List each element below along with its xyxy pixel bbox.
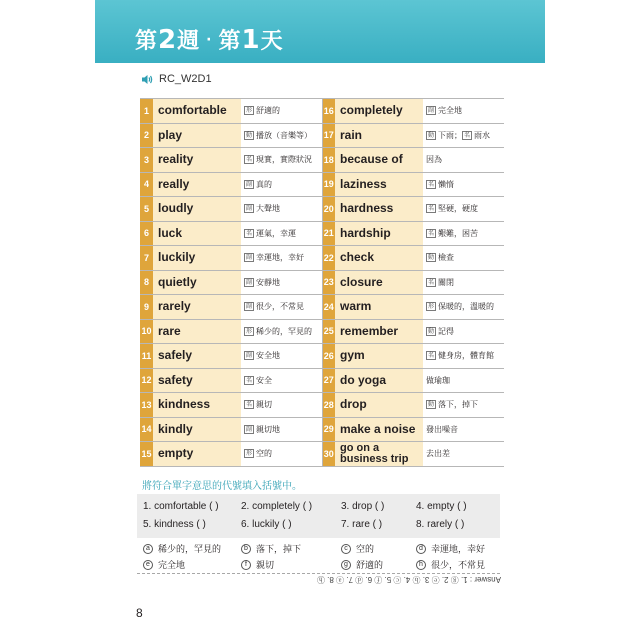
part-of-speech-badge: 副	[246, 425, 253, 433]
meaning-text: 發出噪音	[426, 424, 458, 434]
vocab-meaning	[241, 442, 322, 467]
vocab-meaning	[241, 344, 322, 369]
option-text: 很少，不常見	[431, 561, 486, 571]
meaning-text: 落下，掉下	[438, 400, 479, 410]
vocab-number: 11	[140, 344, 153, 369]
meaning-text: 真的	[256, 179, 273, 189]
meaning-text: 安全地	[256, 351, 281, 361]
option-item	[341, 542, 374, 555]
meaning-text: 稀少的，罕見的	[256, 326, 313, 336]
meaning-text: 雨水	[474, 130, 491, 140]
vocab-word: go on a business trip	[335, 442, 423, 467]
vocab-number: 23	[322, 270, 335, 295]
day-number: 1	[241, 25, 261, 55]
meaning-text: 播放（音樂等）	[256, 130, 313, 140]
vocab-word: do yoga	[335, 368, 423, 393]
vocab-word: loudly	[153, 197, 241, 222]
vocab-meaning	[241, 197, 322, 222]
vocab-meaning	[241, 99, 322, 124]
vocab-word: kindness	[153, 393, 241, 418]
vocab-number: 24	[322, 295, 335, 320]
option-letter: h	[416, 560, 426, 570]
vocab-number: 15	[140, 442, 153, 467]
vocab-word: hardship	[335, 221, 423, 246]
vocab-word: play	[153, 123, 241, 148]
vocab-word: make a noise	[335, 417, 423, 442]
meaning-text: 做瑜珈	[426, 375, 450, 385]
vocab-meaning	[423, 442, 504, 467]
vocab-meaning	[241, 368, 322, 393]
vocab-number: 7	[140, 246, 153, 271]
vocab-meaning	[423, 99, 504, 124]
vocab-number: 18	[322, 148, 335, 173]
table-row	[140, 148, 504, 173]
vocab-word: drop	[335, 393, 423, 418]
option-text: 完全地	[158, 561, 186, 571]
vocab-meaning	[423, 270, 504, 295]
exercise-item[interactable]: 3. drop ( )	[341, 501, 385, 512]
option-letter: b	[241, 544, 251, 554]
answer-key: Answer : 1. ⓖ 2. ⓔ 3. ⓑ 4. ⓒ 5. ⓕ 6. ⓓ 7. ⓐ 8. ⓗ	[316, 575, 501, 584]
vocab-number: 26	[322, 344, 335, 369]
option-text: 幸運地，幸好	[431, 545, 486, 555]
vocab-number: 20	[322, 197, 335, 222]
table-row	[140, 123, 504, 148]
title-dot: ·	[206, 32, 213, 48]
option-text: 空的	[356, 545, 375, 555]
vocab-number: 10	[140, 319, 153, 344]
vocab-meaning	[423, 246, 504, 271]
vocab-number: 8	[140, 270, 153, 295]
part-of-speech-badge: 形	[246, 327, 253, 335]
vocab-number: 25	[322, 319, 335, 344]
vocab-number: 22	[322, 246, 335, 271]
part-of-speech-badge: 名	[428, 352, 435, 360]
vocab-number: 27	[322, 368, 335, 393]
vocab-word: reality	[153, 148, 241, 173]
exercise-item[interactable]: 4. empty ( )	[416, 501, 467, 512]
meaning-text: 現實，實際狀況	[256, 155, 313, 165]
meaning-text: 檢查	[438, 253, 455, 263]
meaning-text: 空的	[256, 449, 273, 459]
option-item	[143, 558, 185, 571]
meaning-text: 記得	[438, 326, 455, 336]
part-of-speech-badge: 動	[246, 131, 253, 139]
vocab-meaning	[241, 393, 322, 418]
vocab-word: safely	[153, 344, 241, 369]
part-of-speech-badge: 副	[246, 254, 253, 262]
option-letter: e	[143, 560, 153, 570]
vocab-number: 16	[322, 99, 335, 124]
table-row	[140, 295, 504, 320]
option-item	[143, 542, 221, 555]
vocab-meaning	[241, 221, 322, 246]
table-row	[140, 393, 504, 418]
option-item	[241, 542, 301, 555]
meaning-text: 運氣，幸運	[256, 228, 297, 238]
table-row	[140, 197, 504, 222]
vocab-word: empty	[153, 442, 241, 467]
meaning-text: 舒適的	[256, 106, 281, 116]
meaning-text: 下雨；	[438, 130, 463, 140]
title-prefix: 第	[135, 29, 159, 54]
vocab-meaning	[241, 172, 322, 197]
vocab-word: luckily	[153, 246, 241, 271]
vocab-meaning	[241, 319, 322, 344]
option-letter: g	[341, 560, 351, 570]
vocab-number: 28	[322, 393, 335, 418]
vocab-number: 12	[140, 368, 153, 393]
part-of-speech-badge: 名	[246, 156, 253, 164]
vocab-word: because of	[335, 148, 423, 173]
vocab-number: 3	[140, 148, 153, 173]
vocab-word: rare	[153, 319, 241, 344]
vocab-number: 9	[140, 295, 153, 320]
vocab-word: comfortable	[153, 99, 241, 124]
table-row	[140, 344, 504, 369]
vocab-number: 2	[140, 123, 153, 148]
vocab-number: 14	[140, 417, 153, 442]
exercise-item[interactable]: 7. rare ( )	[341, 519, 383, 530]
part-of-speech-badge: 副	[246, 180, 253, 188]
meaning-text: 安靜地	[256, 277, 281, 287]
meaning-text: 很少，不常見	[256, 302, 305, 312]
title-banner	[95, 0, 545, 63]
vocab-meaning	[241, 417, 322, 442]
vocab-meaning	[423, 393, 504, 418]
meaning-text: 去出差	[426, 449, 450, 459]
part-of-speech-badge: 名	[246, 401, 253, 409]
part-of-speech-badge: 形	[246, 450, 253, 458]
exercise-item[interactable]: 6. luckily ( )	[241, 519, 292, 530]
option-item	[416, 542, 485, 555]
part-of-speech-badge: 名	[246, 376, 253, 384]
part-of-speech-badge: 名	[428, 229, 435, 237]
speaker-icon[interactable]	[141, 74, 153, 85]
meaning-text: 因為	[426, 155, 442, 165]
table-row	[140, 442, 504, 467]
part-of-speech-badge: 名	[246, 229, 253, 237]
part-of-speech-badge: 名	[428, 278, 435, 286]
vocab-meaning	[423, 319, 504, 344]
vocab-meaning	[241, 270, 322, 295]
meaning-text: 幸運地，幸好	[256, 253, 305, 263]
meaning-text: 懶惰	[438, 179, 455, 189]
part-of-speech-badge: 動	[428, 327, 435, 335]
vocab-word: hardness	[335, 197, 423, 222]
vocab-meaning	[241, 295, 322, 320]
part-of-speech-badge: 形	[428, 303, 435, 311]
table-row	[140, 172, 504, 197]
vocab-word: gym	[335, 344, 423, 369]
meaning-text: 親切	[256, 400, 273, 410]
option-letter: c	[341, 544, 351, 554]
part-of-speech-badge: 名	[428, 180, 435, 188]
option-text: 稀少的，罕見的	[158, 545, 222, 555]
vocab-number: 5	[140, 197, 153, 222]
week-number: 2	[158, 25, 178, 55]
vocab-word: closure	[335, 270, 423, 295]
vocab-word: check	[335, 246, 423, 271]
vocab-word: rarely	[153, 295, 241, 320]
table-row	[140, 221, 504, 246]
table-row	[140, 99, 504, 124]
table-row	[140, 246, 504, 271]
exercise-instruction: 將符合單字意思的代號填入括號中。	[142, 481, 302, 492]
vocab-meaning	[423, 172, 504, 197]
part-of-speech-badge: 形	[246, 107, 253, 115]
vocab-number: 4	[140, 172, 153, 197]
option-item	[416, 558, 485, 571]
meaning-text: 安全	[256, 375, 273, 385]
vocab-word: luck	[153, 221, 241, 246]
vocab-word: really	[153, 172, 241, 197]
vocab-word: kindly	[153, 417, 241, 442]
title-week: 週	[177, 29, 201, 54]
option-item	[341, 558, 383, 571]
part-of-speech-badge: 副	[246, 278, 253, 286]
vocab-word: quietly	[153, 270, 241, 295]
vocab-number: 17	[322, 123, 335, 148]
vocab-number: 6	[140, 221, 153, 246]
vocab-meaning	[423, 123, 504, 148]
table-row	[140, 368, 504, 393]
vocab-meaning	[423, 344, 504, 369]
vocab-meaning	[241, 246, 322, 271]
vocab-number: 1	[140, 99, 153, 124]
vocab-number: 19	[322, 172, 335, 197]
vocab-meaning	[241, 148, 322, 173]
vocab-word: laziness	[335, 172, 423, 197]
meaning-text: 親切地	[256, 424, 281, 434]
option-letter: d	[416, 544, 426, 554]
meaning-text: 關閉	[438, 277, 455, 287]
part-of-speech-badge: 動	[428, 131, 435, 139]
title-prefix-2: 第	[218, 29, 242, 54]
vocab-number: 30	[322, 442, 335, 467]
part-of-speech-badge: 副	[246, 352, 253, 360]
option-text: 落下，掉下	[256, 545, 302, 555]
vocab-word: warm	[335, 295, 423, 320]
page-title	[135, 24, 284, 55]
meaning-text: 健身房，體育館	[438, 351, 495, 361]
audio-label: RC_W2D1	[159, 73, 212, 85]
exercise-item[interactable]: 8. rarely ( )	[416, 519, 465, 530]
vocab-meaning	[423, 417, 504, 442]
vocab-number: 29	[322, 417, 335, 442]
part-of-speech-badge: 副	[428, 107, 435, 115]
vocab-word: rain	[335, 123, 423, 148]
part-of-speech-badge: 名	[428, 205, 435, 213]
exercise-item[interactable]: 1. comfortable ( )	[143, 501, 219, 512]
exercise-box	[137, 494, 500, 538]
part-of-speech-badge: 動	[428, 254, 435, 262]
table-row	[140, 417, 504, 442]
exercise-item[interactable]: 2. completely ( )	[241, 501, 313, 512]
vocab-meaning	[423, 295, 504, 320]
vocab-number: 13	[140, 393, 153, 418]
vocab-meaning	[423, 368, 504, 393]
vocab-meaning	[423, 221, 504, 246]
option-text: 舒適的	[356, 561, 384, 571]
part-of-speech-badge: 副	[246, 303, 253, 311]
exercise-item[interactable]: 5. kindness ( )	[143, 519, 206, 530]
vocab-meaning	[241, 123, 322, 148]
audio-track[interactable]	[141, 73, 212, 85]
meaning-text: 艱難，困苦	[438, 228, 479, 238]
vocabulary-table	[140, 98, 504, 467]
option-letter: a	[143, 544, 153, 554]
vocab-word: completely	[335, 99, 423, 124]
vocab-number: 21	[322, 221, 335, 246]
meaning-text: 完全地	[438, 106, 463, 116]
vocab-meaning	[423, 148, 504, 173]
title-day: 天	[260, 29, 284, 54]
table-row	[140, 270, 504, 295]
vocab-word: remember	[335, 319, 423, 344]
meaning-text: 堅硬，硬度	[438, 204, 479, 214]
meaning-text: 大聲地	[256, 204, 281, 214]
meaning-text: 保暖的，溫暖的	[438, 302, 495, 312]
part-of-speech-badge: 名	[464, 131, 471, 139]
page-number: 8	[136, 606, 143, 620]
part-of-speech-badge: 副	[246, 205, 253, 213]
option-letter: f	[241, 560, 251, 570]
vocab-meaning	[423, 197, 504, 222]
table-row	[140, 319, 504, 344]
option-item	[241, 558, 274, 571]
option-text: 親切	[256, 561, 275, 571]
part-of-speech-badge: 動	[428, 401, 435, 409]
vocab-word: safety	[153, 368, 241, 393]
